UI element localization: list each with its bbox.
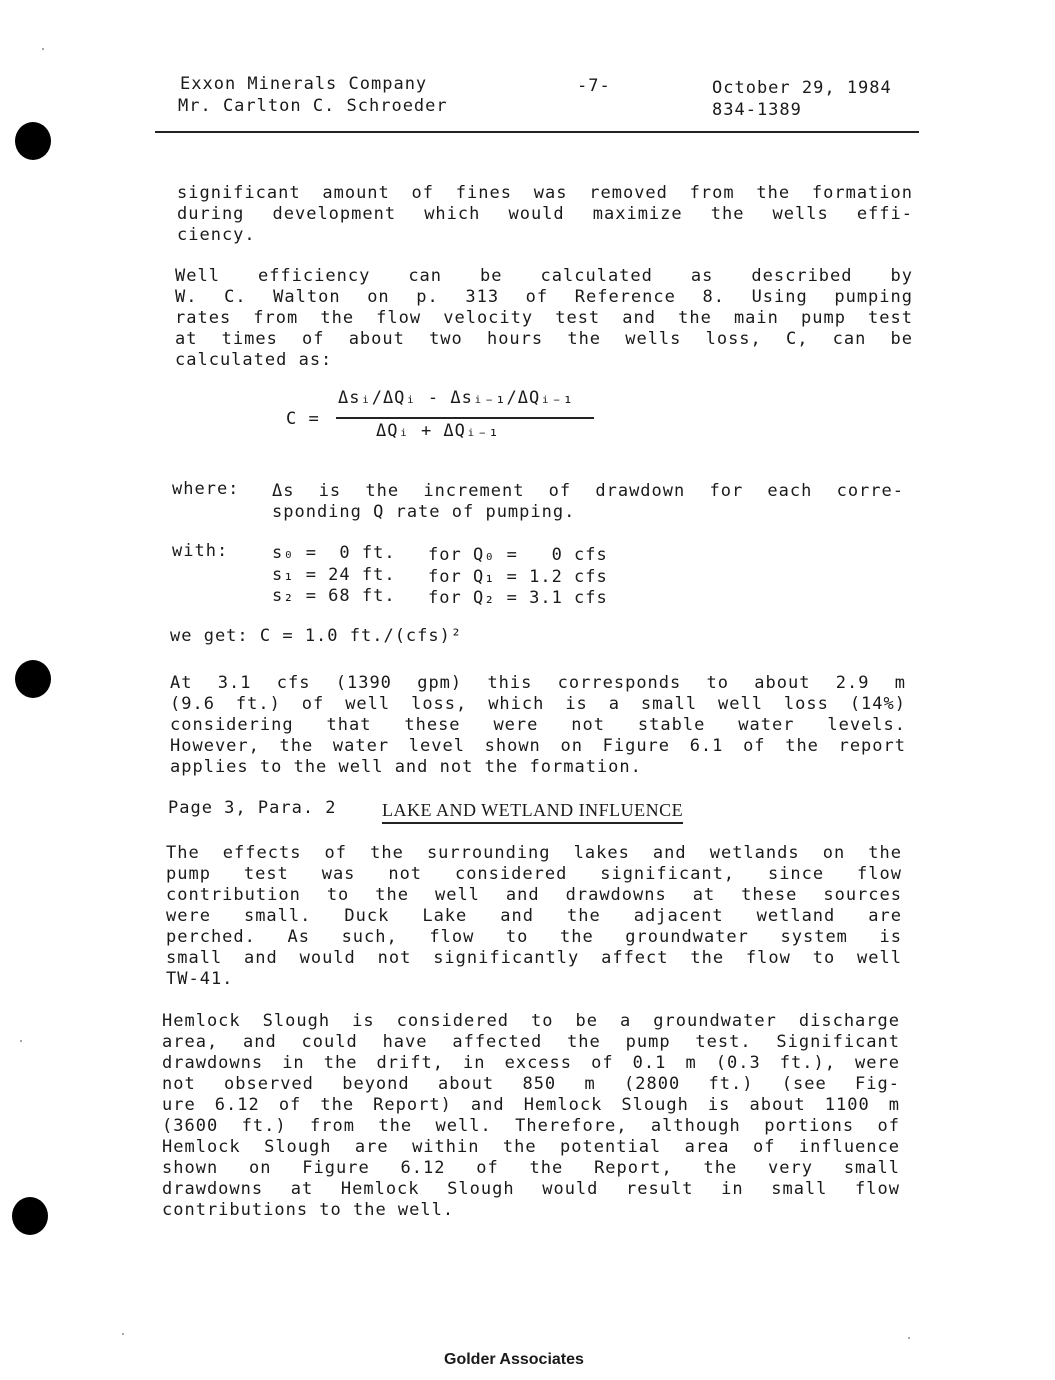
with-row-q: for Q₂ = 3.1 cfs xyxy=(428,588,608,608)
with-row-q: for Q₁ = 1.2 cfs xyxy=(428,567,608,587)
paragraph-2 xyxy=(175,266,913,371)
punch-hole xyxy=(15,122,51,160)
text-line: shown on Figure 6.12 of the Report, the very small xyxy=(162,1158,900,1178)
scan-speck xyxy=(42,48,44,50)
header-rule xyxy=(155,131,919,133)
text-line: (3600 ft.) from the well. Therefore, although portions of xyxy=(162,1116,900,1136)
with-row-s: s₂ = 68 ft. xyxy=(272,586,396,606)
text-line: (9.6 ft.) of well loss, which is a small well loss (14%) xyxy=(170,694,906,714)
text-line: ciency. xyxy=(177,225,256,245)
text-line: calculated as: xyxy=(175,350,333,370)
text-line: considering that these were not stable water levels. xyxy=(170,715,906,735)
text-line: ure 6.12 of the Report) and Hemlock Slough is about 1100 m xyxy=(162,1095,900,1115)
text-line: during development which would maximize the wells effi- xyxy=(177,204,913,224)
text-line: Hemlock Slough is considered to be a groundwater discharge xyxy=(162,1011,900,1031)
text-line: Δs is the increment of drawdown for each corre- xyxy=(272,481,904,501)
text-line: applies to the well and not the formation. xyxy=(170,757,642,777)
text-line: perched. As such, flow to the groundwater system is xyxy=(166,927,902,947)
scan-speck xyxy=(908,1337,910,1339)
fraction-bar xyxy=(336,417,594,419)
punch-hole xyxy=(12,1197,48,1235)
equation-denominator: ΔQᵢ + ΔQᵢ₋₁ xyxy=(376,421,500,441)
text-line: area, and could have affected the pump test. Significant xyxy=(162,1032,900,1052)
text-line: However, the water level shown on Figure 6.1 of the report xyxy=(170,736,906,756)
scan-speck xyxy=(20,1040,22,1042)
with-row-q: for Q₀ = 0 cfs xyxy=(428,545,608,565)
text-line: Hemlock Slough are within the potential area of influence xyxy=(162,1137,900,1157)
paragraph-1 xyxy=(177,183,913,246)
text-line: contributions to the well. xyxy=(162,1200,455,1220)
where-definition xyxy=(272,481,904,523)
text-line: drawdowns at Hemlock Slough would result in small flow xyxy=(162,1179,900,1199)
text-line: W. C. Walton on p. 313 of Reference 8. Using pumping xyxy=(175,287,913,307)
footer-firm-name: Golder Associates xyxy=(444,1351,584,1368)
section-title: LAKE AND WETLAND INFLUENCE xyxy=(382,800,683,824)
text-line: pump test was not considered significant, since flow xyxy=(166,864,902,884)
with-label: with: xyxy=(172,541,229,561)
where-label: where: xyxy=(172,479,240,499)
header-company: Exxon Minerals Company xyxy=(180,74,428,94)
equation-lhs: C = xyxy=(286,409,320,429)
paragraph-3 xyxy=(170,673,906,778)
text-line: not observed beyond about 850 m (2800 ft.) (see Fig- xyxy=(162,1074,900,1094)
paragraph-4 xyxy=(166,843,902,990)
punch-hole xyxy=(15,660,51,698)
text-line: were small. Duck Lake and the adjacent wetland are xyxy=(166,906,902,926)
header-reference-number: 834-1389 xyxy=(712,100,802,120)
text-line: drawdowns in the drift, in excess of 0.1 m (0.3 ft.), were xyxy=(162,1053,900,1073)
text-line: rates from the flow velocity test and the main pump test xyxy=(175,308,913,328)
header-page-number: -7- xyxy=(577,76,611,96)
section-reference: Page 3, Para. 2 xyxy=(168,798,337,818)
with-row-s: s₁ = 24 ft. xyxy=(272,565,396,585)
text-line: at times of about two hours the wells loss, C, can be xyxy=(175,329,913,349)
text-line: TW-41. xyxy=(166,969,234,989)
text-line: Well efficiency can be calculated as described by xyxy=(175,266,913,286)
equation-numerator: Δsᵢ/ΔQᵢ - Δsᵢ₋₁/ΔQᵢ₋₁ xyxy=(338,388,574,408)
header-recipient: Mr. Carlton C. Schroeder xyxy=(178,96,448,116)
text-line: small and would not significantly affect the flow to well xyxy=(166,948,902,968)
scan-speck xyxy=(122,1333,124,1335)
text-line: contribution to the well and drawdowns at these sources xyxy=(166,885,902,905)
text-line: The effects of the surrounding lakes and wetlands on the xyxy=(166,843,902,863)
with-row-s: s₀ = 0 ft. xyxy=(272,543,396,563)
text-line: sponding Q rate of pumping. xyxy=(272,502,576,522)
result-line: we get: C = 1.0 ft./(cfs)² xyxy=(170,626,463,646)
header-date: October 29, 1984 xyxy=(712,78,892,98)
paragraph-5 xyxy=(162,1011,900,1221)
text-line: significant amount of fines was removed from the formation xyxy=(177,183,913,203)
text-line: At 3.1 cfs (1390 gpm) this corresponds to about 2.9 m xyxy=(170,673,906,693)
